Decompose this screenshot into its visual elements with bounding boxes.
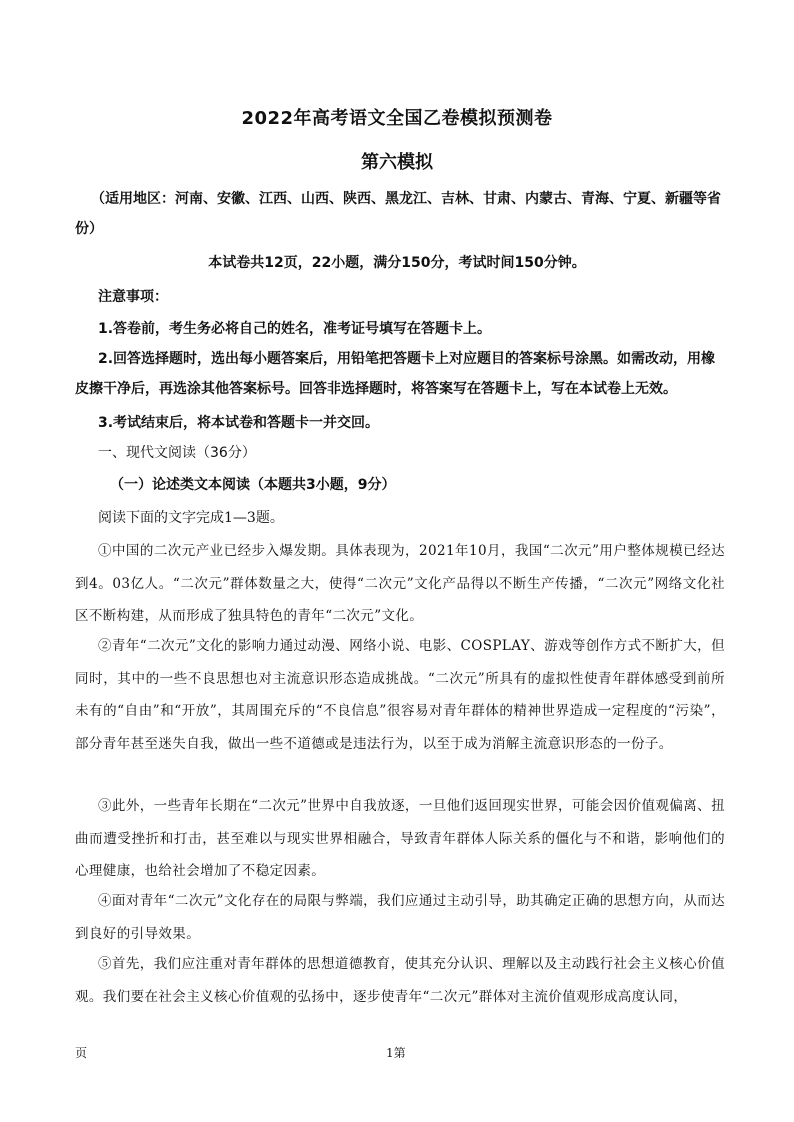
- passage-paragraph-4: ④面对青年“二次元”文化存在的局限与弊端，我们应通过主动引导，助其确定正确的思想方向，从而达到良好的引导效果。: [75, 893, 725, 942]
- subsection-heading: （一）论述类文本阅读（本题共3小题，9分）: [110, 477, 396, 493]
- passage-paragraph-5: ⑤首先，我们应注重对青年群体的思想道德教育，使其充分认识、理解以及主动践行社会主义核心价值观。我们要在社会主义核心价值观的弘扬中，逐步使青年“二次元”群体对主流价值观形成高度认同，: [75, 956, 725, 1005]
- notice-item-3: 3.考试结束后，将本试卷和答题卡一并交回。: [98, 415, 380, 431]
- footer-left-text: 页: [75, 1046, 88, 1060]
- exam-info: 本试卷共12页，22小题，满分150分，考试时间150分钟。: [208, 255, 586, 271]
- page-number: 1第: [386, 1046, 406, 1060]
- passage-paragraph-2: ②青年“二次元”文化的影响力通过动漫、网络小说、电影、COSPLAY、游戏等创作方式不断扩大，但同时，其中的一些不良思想也对主流意识形态造成挑战。“二次元”所具有的虚拟性使青年群体感受到前所未有的“自由”和“开放”，其周围充斥的“不良信息”很容易对青年群体的精神世界造成一定程度的“污染”，部分青年甚至迷失自我，做出一些不道德或是违法行为，以至于成为消解主流意识形态的一份子。: [75, 638, 725, 752]
- notice-heading: 注意事项：: [98, 289, 168, 305]
- exam-subtitle: 第六模拟: [361, 152, 433, 173]
- notice-item-2: 2.回答选择题时，选出每小题答案后，用铅笔把答题卡上对应题目的答案标号涂黑。如需改动，用橡皮擦干净后，再选涂其他答案标号。回答非选择题时，将答案写在答题卡上，写在本试卷上无效。: [75, 351, 716, 397]
- passage-paragraph-3: ③此外，一些青年长期在“二次元”世界中自我放逐，一旦他们返回现实世界，可能会因价值观偏离、扭曲而遭受挫折和打击，甚至难以与现实世界相融合，导致青年群体人际关系的僵化与不和谐，影响他们的心理健康，也给社会增加了不稳定因素。: [75, 798, 725, 879]
- exam-title: 2022年高考语文全国乙卷模拟预测卷: [241, 108, 553, 129]
- applicable-regions: （适用地区：河南、安徽、江西、山西、陕西、黑龙江、吉林、甘肃、内蒙古、青海、宁夏、新疆等省份）: [75, 191, 721, 237]
- notice-item-1: 1.答卷前，考生务必将自己的姓名，准考证号填写在答题卡上。: [98, 321, 492, 337]
- passage-paragraph-1: ①中国的二次元产业已经步入爆发期。具体表现为，2021年10月，我国“二次元”用户整体规模已经达到4。03亿人。“二次元”群体数量之大，使得“二次元”文化产品得以不断生产传播，“二次元”网络文化社区不断构建，从而形成了独具特色的青年“二次元”文化。: [75, 543, 725, 624]
- reading-instruction: 阅读下面的文字完成1—3题。: [98, 510, 284, 526]
- section-heading: 一、现代文阅读（36分）: [98, 445, 256, 461]
